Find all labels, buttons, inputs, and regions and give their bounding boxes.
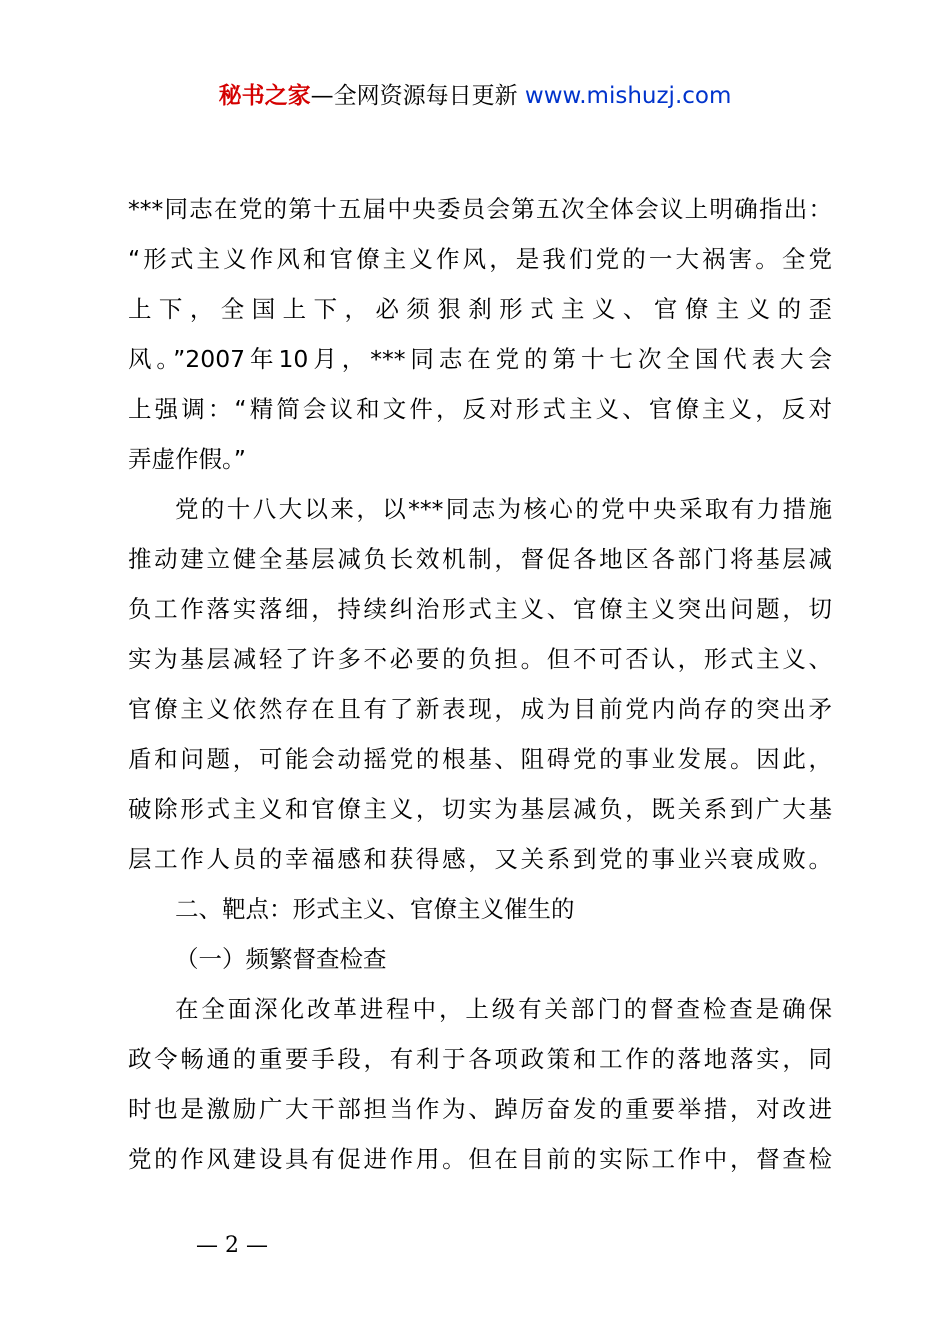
- header-url[interactable]: www.mishuzj.com: [524, 83, 732, 109]
- document-body: [128, 184, 832, 1184]
- header-slogan: —全网资源每日更新: [310, 83, 518, 109]
- subsection-heading: （一）频繁督查检查: [175, 945, 387, 973]
- text-line: 上下，全国上下，必须狠刹形式主义、官僚主义的歪: [128, 295, 832, 323]
- paragraph-inspection: [128, 984, 832, 1184]
- text-line: 风。”2007年10月，***同志在党的第十七次全国代表大会: [128, 345, 832, 373]
- text-line: 实为基层减轻了许多不必要的负担。但不可否认，形式主义、: [128, 645, 832, 673]
- paragraph-quote: [128, 184, 832, 484]
- text-line: 上强调：“精简会议和文件，反对形式主义、官僚主义，反对: [128, 395, 832, 423]
- text-line: 在全面深化改革进程中，上级有关部门的督查检查是确保: [175, 995, 832, 1023]
- text-line: 层工作人员的幸福感和获得感，又关系到党的事业兴衰成败。: [128, 845, 832, 873]
- text-line: 党的作风建设具有促进作用。但在目前的实际工作中，督查检: [128, 1145, 832, 1173]
- site-header: [0, 78, 950, 114]
- section-heading: 二、靶点：形式主义、官僚主义催生的: [175, 895, 575, 923]
- text-line: 破除形式主义和官僚主义，切实为基层减负，既关系到广大基: [128, 795, 832, 823]
- paragraph-since-18th-congress: [128, 484, 832, 884]
- text-line: ***同志在党的第十五届中央委员会第五次全体会议上明确指出：: [128, 195, 832, 223]
- text-line: 推动建立健全基层减负长效机制，督促各地区各部门将基层减: [128, 545, 832, 573]
- page-number: — 2 —: [196, 1233, 268, 1258]
- text-line: 党的十八大以来，以***同志为核心的党中央采取有力措施: [175, 495, 832, 523]
- text-line: 时也是激励广大干部担当作为、踔厉奋发的重要举措，对改进: [128, 1095, 832, 1123]
- text-line: 盾和问题，可能会动摇党的根基、阻碍党的事业发展。因此，: [128, 745, 832, 773]
- text-line: 弄虚作假。”: [128, 445, 246, 473]
- text-line: 负工作落实落细，持续纠治形式主义、官僚主义突出问题，切: [128, 595, 832, 623]
- text-line: 官僚主义依然存在且有了新表现，成为目前党内尚存的突出矛: [128, 695, 832, 723]
- brand-name: 秘书之家: [218, 83, 311, 109]
- text-line: 政令畅通的重要手段，有利于各项政策和工作的落地落实，同: [128, 1045, 832, 1073]
- text-line: “形式主义作风和官僚主义作风，是我们党的一大祸害。全党: [128, 245, 832, 273]
